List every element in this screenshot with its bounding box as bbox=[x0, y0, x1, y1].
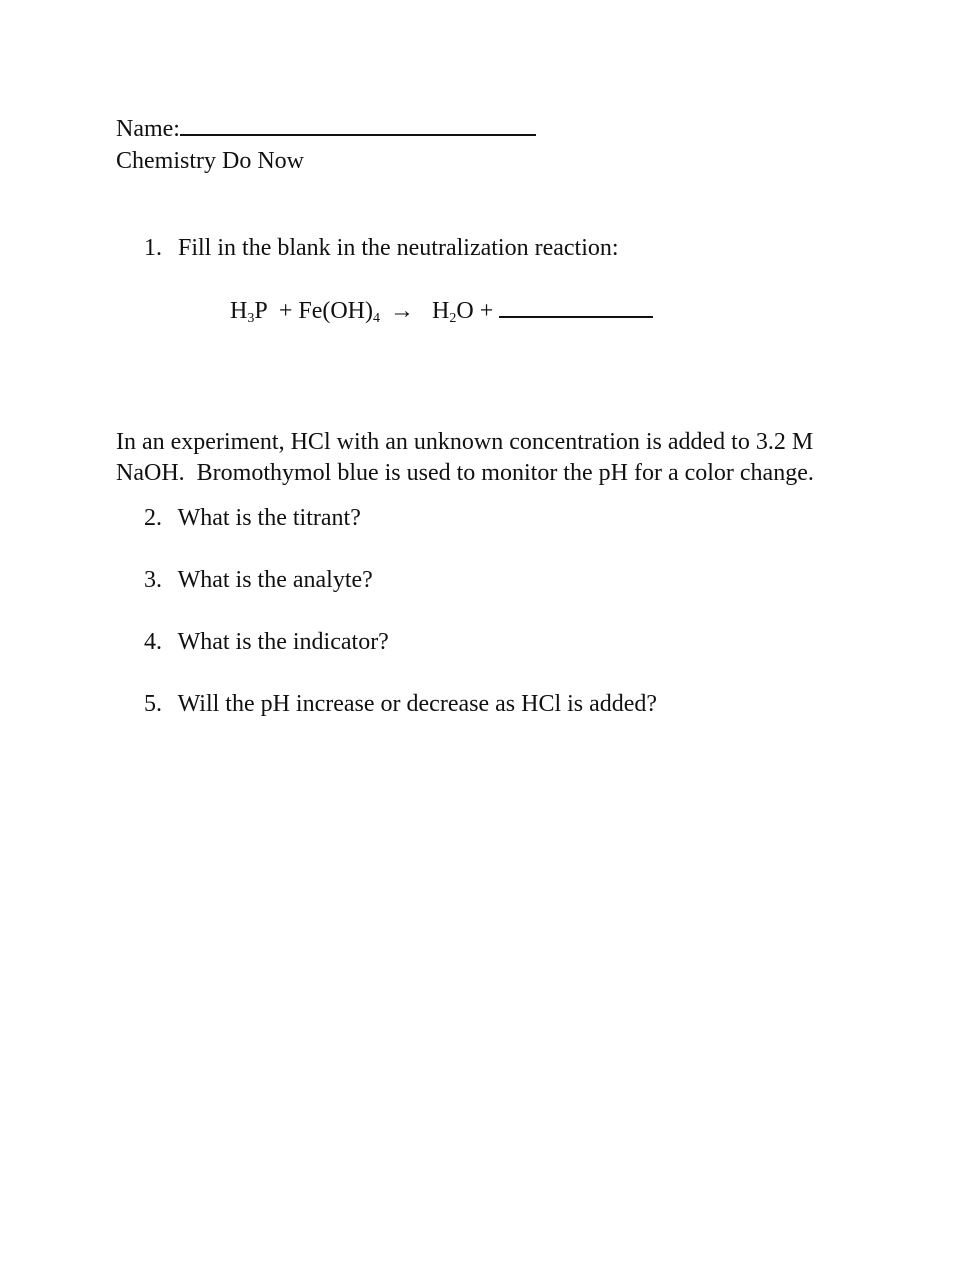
question-1-number: 1. bbox=[144, 235, 162, 261]
scenario-paragraph bbox=[116, 427, 876, 489]
plus-sign: + bbox=[479, 298, 494, 324]
scenario-line-1: In an experiment, HCl with an unknown concentration is added to 3.2 M bbox=[116, 429, 814, 455]
question-4-text: What is the indicator? bbox=[177, 629, 389, 655]
question-3-number: 3. bbox=[144, 567, 162, 593]
reactant-1: $H_3P$ bbox=[230, 298, 267, 326]
question-2 bbox=[144, 503, 361, 533]
neutralization-equation bbox=[230, 296, 653, 326]
question-3 bbox=[144, 565, 373, 595]
product-1: $H_2O$ bbox=[432, 298, 474, 326]
question-2-number: 2. bbox=[144, 505, 162, 531]
reaction-arrow: → bbox=[390, 298, 415, 324]
question-2-text: What is the titrant? bbox=[177, 505, 361, 531]
worksheet-title: Chemistry Do Now bbox=[116, 148, 304, 174]
name-blank[interactable] bbox=[180, 114, 536, 136]
question-4 bbox=[144, 627, 389, 657]
question-5-number: 5. bbox=[144, 691, 162, 717]
reactant-2: $Fe(OH)_4$ bbox=[298, 298, 381, 326]
question-4-number: 4. bbox=[144, 629, 162, 655]
question-1 bbox=[144, 233, 619, 263]
name-row bbox=[116, 114, 536, 144]
product-blank[interactable] bbox=[499, 296, 653, 318]
question-3-text: What is the analyte? bbox=[177, 567, 373, 593]
question-1-text: Fill in the blank in the neutralization reaction: bbox=[178, 235, 619, 261]
scenario-line-2: NaOH. Bromothymol blue is used to monitor the pH for a color change. bbox=[116, 460, 814, 486]
plus-sign: + bbox=[278, 298, 293, 324]
question-5 bbox=[144, 689, 657, 719]
name-label: Name: bbox=[116, 116, 180, 142]
question-5-text: Will the pH increase or decrease as HCl is added? bbox=[177, 691, 658, 717]
